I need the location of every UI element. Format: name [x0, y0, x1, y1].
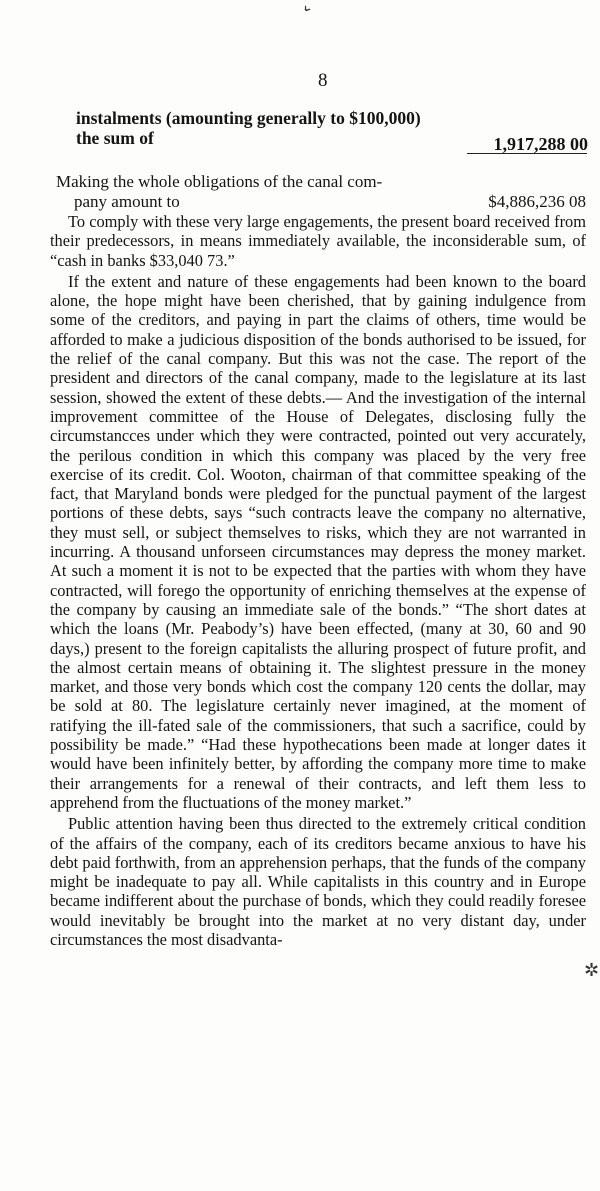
- body-text: [50, 212, 586, 951]
- ledger-label: the sum of: [76, 128, 154, 148]
- ledger-entry-total: [56, 172, 586, 212]
- paragraph: Public attention having been thus directed to the extremely critical condition of the affairs of the company, each of its creditors became anxious to have his debt paid forthwith, from an apprehension perhaps, that the funds of the company might be inadequate to pay all. While capitalists in this country and in Europe became indifferent about the purchase of bonds, which they could readily foresee would inevitably be brought into the market at no very distant day, under circumstances the most disadvanta-: [50, 814, 586, 949]
- ink-blot-mark: ˇ: [289, 3, 314, 30]
- ledger-line: [56, 192, 586, 212]
- ledger-label: pany amount to: [74, 192, 180, 211]
- ledger-total-amount: $4,886,236 08: [488, 192, 586, 211]
- paragraph: To comply with these very large engagements, the present board received from their predecessors, in means immediately available, the inconsiderable sum, of “cash in banks $33,040 73.”: [50, 212, 586, 270]
- ledger-amount: 1,917,288 00: [493, 134, 588, 154]
- ledger-line: instalments (amounting generally to $100,000): [76, 108, 421, 128]
- page-number: 8: [318, 70, 328, 91]
- ledger-line: Making the whole obligations of the canal com-: [56, 172, 383, 191]
- ledger-entry-instalments: [76, 108, 588, 154]
- ledger-line: [76, 128, 588, 154]
- ink-blot-mark: ✲: [584, 960, 600, 981]
- sum-rule: [467, 153, 587, 154]
- paragraph: If the extent and nature of these engagements had been known to the board alone, the hope might have been cherished, that by gaining indulgence from some of the creditors, and paying in part the claims of others, time would be afforded to make a judicious disposition of the bonds authorised to be issued, for the relief of the canal company. But this was not the case. The report of the president and directors of the canal company, made to the legislature at its last session, showed the extent of these debts.— And the investigation of the internal improvement committee of the House of Delegates, disclosing fully the circumstancces under which they were contracted, pointed out very accurately, the perilous condition in which this company was placed by the very free exercise of its credit. Col. Wooton, chairman of that committee speaking of the fact, that Maryland bonds were pledged for the punctual payment of the largest portions of these debts, says “such contracts leave the company no alternative, they must sell, or subject themselves to risks, which they are not warranted in incurring. A thousand unforseen circumstances may depress the money market. At such a moment it is not to be expected that the parties with whom they have contracted, will forego the opportunity of enriching themselves at the expense of the company by causing an immediate sale of the bonds.” “The short dates at which the loans (Mr. Peabody’s) have been effected, (many at 30, 60 and 90 days,) present to the foreign capitalists the alluring prospect of future profit, and the almost certain means of obtaining it. The slightest pressure in the money market, and those very bonds which cost the company 120 cents the dollar, may be sold at 80. The legislature certainly never imagined, at the moment of ratifying the ill-fated sale of the commissioners, that such a sacrifice, could by possibility be made.” “Had these hypothecations been made at longer dates it would have been infinitely better, by affording the company more time to make their arrangements for a renewal of their contracts, and left them less to apprehend from the fluctuations of the money market.”: [50, 271, 586, 812]
